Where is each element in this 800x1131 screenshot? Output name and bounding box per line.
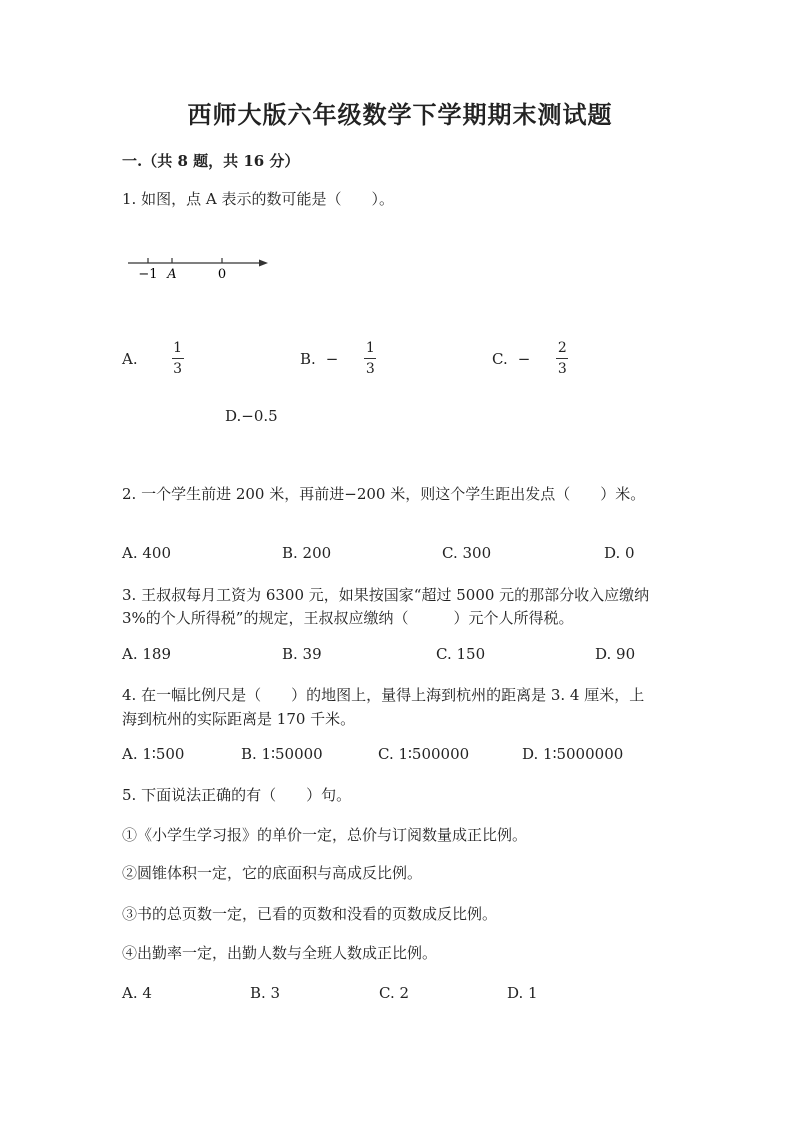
q2-option-b[interactable]: B. 200: [282, 544, 332, 562]
numerator: 2: [557, 340, 567, 356]
q3-option-a[interactable]: A. 189: [122, 645, 171, 663]
q4-option-c[interactable]: C. 1∶500000: [378, 745, 470, 763]
question-3-line-1: 3. 王叔叔每月工资为 6300 元，如果按国家“超过 5000 元的那部分收入应缴纳: [122, 586, 650, 604]
q5-statement-4: ④出勤率一定，出勤人数与全班人数成正比例。: [122, 944, 438, 962]
question-4-line-1: 4. 在一幅比例尺是（ ）的地图上，量得上海到杭州的距离是 3. 4 厘米，上: [122, 686, 645, 704]
q1-option-c-prefix: C.: [492, 349, 508, 368]
q3-option-d[interactable]: D. 90: [595, 645, 636, 663]
fraction-bar: [556, 358, 568, 359]
label-a: A: [167, 267, 177, 282]
q1-option-b-sign: −: [325, 349, 339, 368]
q1-option-a-fraction: [172, 340, 184, 377]
q3-option-b[interactable]: B. 39: [282, 645, 322, 663]
q5-option-b[interactable]: B. 3: [250, 984, 281, 1002]
q4-option-a[interactable]: A. 1∶500: [122, 745, 185, 763]
q1-option-c-fraction: [556, 340, 568, 377]
number-line-figure: [122, 248, 282, 288]
q5-option-a[interactable]: A. 4: [122, 984, 152, 1002]
denominator: 3: [365, 361, 375, 377]
numerator: 1: [365, 340, 375, 356]
q5-statement-2: ②圆锥体积一定，它的底面积与高成反比例。: [122, 864, 423, 882]
question-2-stem: 2. 一个学生前进 200 米，再前进−200 米，则这个学生距出发点（ ）米。: [122, 485, 646, 503]
q2-option-a[interactable]: A. 400: [122, 544, 171, 562]
question-3-line-2: 3%的个人所得税”的规定，王叔叔应缴纳（ ）元个人所得税。: [122, 609, 574, 627]
question-5-stem: 5. 下面说法正确的有（ ）句。: [122, 786, 352, 804]
label-zero: 0: [217, 267, 227, 282]
question-4-line-2: 海到杭州的实际距离是 170 千米。: [122, 710, 356, 728]
q5-statement-3: ③书的总页数一定，已看的页数和没看的页数成反比例。: [122, 905, 498, 923]
page-title: 西师大版六年级数学下学期期末测试题: [187, 100, 613, 129]
denominator: 3: [557, 361, 567, 377]
fraction-bar: [364, 358, 376, 359]
q1-option-a-prefix: A.: [122, 349, 138, 368]
q1-option-c[interactable]: [492, 340, 568, 377]
section-heading: 一.（共 8 题，共 16 分）: [122, 152, 300, 170]
q4-option-b[interactable]: B. 1∶50000: [241, 745, 323, 763]
q1-option-a[interactable]: [122, 340, 184, 377]
number-line-arrow: [259, 260, 268, 267]
q1-option-b-prefix: B.: [300, 349, 316, 368]
q1-option-b-fraction: [364, 340, 376, 377]
denominator: 3: [173, 361, 183, 377]
q2-option-c[interactable]: C. 300: [442, 544, 492, 562]
q2-option-d[interactable]: D. 0: [604, 544, 635, 562]
fraction-bar: [172, 358, 184, 359]
numerator: 1: [173, 340, 183, 356]
q1-option-d[interactable]: D.−0.5: [225, 407, 278, 425]
q3-option-c[interactable]: C. 150: [436, 645, 486, 663]
q5-option-d[interactable]: D. 1: [507, 984, 538, 1002]
q5-option-c[interactable]: C. 2: [379, 984, 410, 1002]
q1-option-c-sign: −: [517, 349, 531, 368]
label-neg1: −1: [138, 267, 158, 282]
q4-option-d[interactable]: D. 1∶5000000: [522, 745, 624, 763]
q1-option-b[interactable]: [300, 340, 376, 377]
question-1-stem: 1. 如图，点 A 表示的数可能是（ ）。: [122, 190, 394, 208]
q5-statement-1: ①《小学生学习报》的单价一定，总价与订阅数量成正比例。: [122, 826, 528, 844]
